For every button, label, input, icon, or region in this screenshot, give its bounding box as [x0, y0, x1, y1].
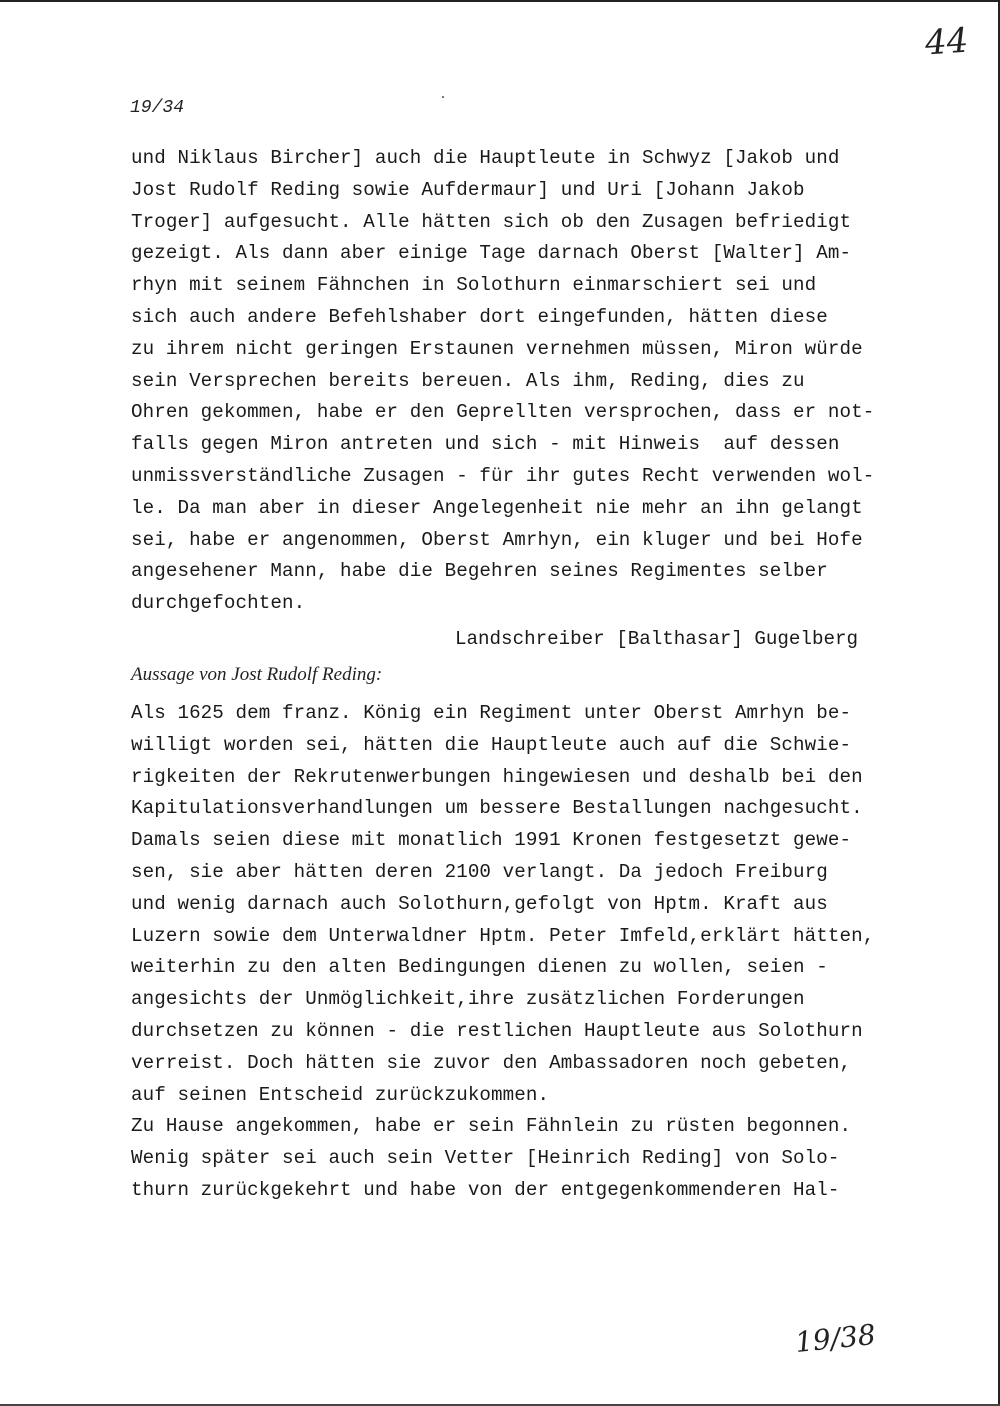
- text-line: Ohren gekommen, habe er den Geprellten versprochen, dass er not-: [131, 401, 875, 424]
- text-line: gezeigt. Als dann aber einige Tage darnach Oberst [Walter] Am-: [131, 242, 852, 265]
- text-line: verreist. Doch hätten sie zuvor den Ambassadoren noch gebeten,: [131, 1051, 852, 1074]
- text-line: auf seinen Entscheid zurückzukommen.: [131, 1083, 550, 1106]
- handwritten-folio-number: 44: [923, 20, 970, 64]
- scan-border-top: [0, 0, 1000, 2]
- text-line: Jost Rudolf Reding sowie Aufdermaur] und Uri [Johann Jakob: [131, 178, 805, 201]
- text-line: weiterhin zu den alten Bedingungen dienen zu wollen, seien -: [131, 956, 828, 979]
- text-line: sich auch andere Befehlshaber dort eingefunden, hätten diese: [131, 305, 828, 328]
- paragraph-2: [131, 698, 911, 1207]
- handwritten-stamp-number: 19/38: [793, 1317, 878, 1360]
- text-line: le. Da man aber in dieser Angelegenheit nie mehr an ihn gelangt: [131, 496, 863, 519]
- text-line: falls gegen Miron antreten und sich - mit Hinweis auf dessen: [131, 433, 840, 456]
- page-reference: 19/34: [130, 98, 185, 118]
- text-line: rigkeiten der Rekrutenwerbungen hingewiesen und deshalb bei den: [131, 765, 863, 788]
- text-line: Wenig später sei auch sein Vetter [Heinrich Reding] von Solo-: [131, 1147, 840, 1170]
- text-line: unmissverständliche Zusagen - für ihr gutes Recht verwenden wol-: [131, 464, 875, 487]
- text-line: Troger] aufgesucht. Alle hätten sich ob den Zusagen befriedigt: [131, 210, 852, 233]
- text-line: sein Versprechen bereits bereuen. Als ihm, Reding, dies zu: [131, 369, 805, 392]
- text-line: sei, habe er angenommen, Oberst Amrhyn, ein kluger und bei Hofe: [131, 528, 863, 551]
- text-line: Als 1625 dem franz. König ein Regiment unter Oberst Amrhyn be-: [131, 702, 852, 724]
- paragraph-1: [131, 143, 911, 620]
- text-line: und Niklaus Bircher] auch die Hauptleute in Schwyz [Jakob und: [131, 147, 840, 169]
- text-line: rhyn mit seinem Fähnchen in Solothurn einmarschiert sei und: [131, 274, 817, 297]
- text-line: durchgefochten.: [131, 592, 306, 615]
- text-line: zu ihrem nicht geringen Erstaunen vernehmen müssen, Miron würde: [131, 337, 863, 360]
- text-line: sen, sie aber hätten deren 2100 verlangt. Da jedoch Freiburg: [131, 860, 828, 883]
- section-heading: Aussage von Jost Rudolf Reding:: [131, 664, 383, 685]
- text-line: Kapitulationsverhandlungen um bessere Bestallungen nachgesucht.: [131, 797, 863, 820]
- text-line: Damals seien diese mit monatlich 1991 Kronen festgesetzt gewe-: [131, 829, 852, 852]
- scan-speck: [442, 96, 444, 98]
- text-line: Zu Hause angekommen, habe er sein Fähnlein zu rüsten begonnen.: [131, 1115, 852, 1138]
- text-line: Luzern sowie dem Unterwaldner Hptm. Peter Imfeld,erklärt hätten,: [131, 924, 875, 947]
- text-line: thurn zurückgekehrt und habe von der entgegenkommenderen Hal-: [131, 1178, 840, 1201]
- signature-landschreiber: Landschreiber [Balthasar] Gugelberg: [455, 628, 859, 650]
- text-line: angesehener Mann, habe die Begehren seines Regimentes selber: [131, 560, 828, 583]
- text-line: und wenig darnach auch Solothurn,gefolgt von Hptm. Kraft aus: [131, 892, 828, 915]
- text-line: angesichts der Unmöglichkeit,ihre zusätzlichen Forderungen: [131, 988, 805, 1011]
- text-line: willigt worden sei, hätten die Hauptleute auch auf die Schwie-: [131, 733, 852, 756]
- text-line: durchsetzen zu können - die restlichen Hauptleute aus Solothurn: [131, 1019, 863, 1042]
